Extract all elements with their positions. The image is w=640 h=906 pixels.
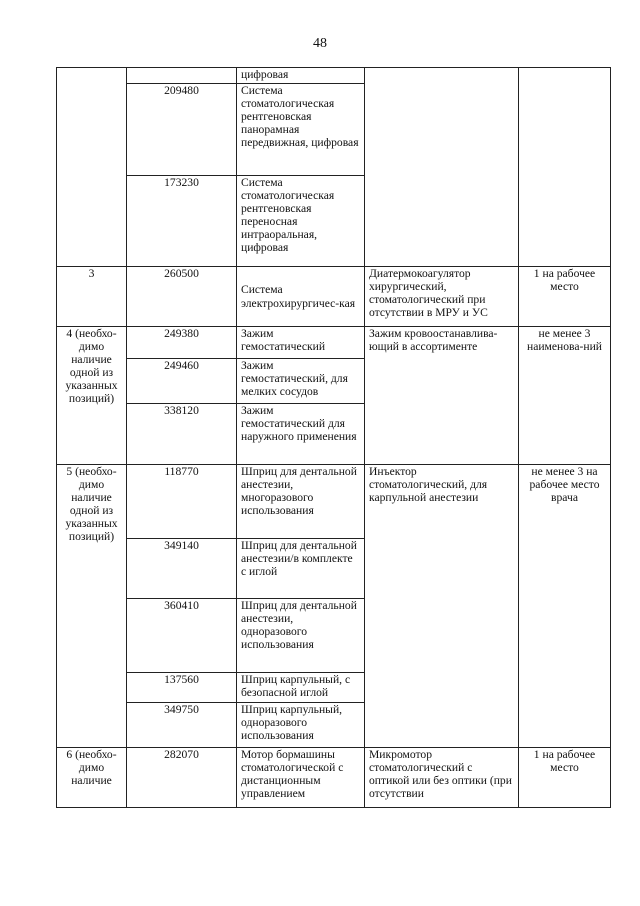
device-name: Зажим гемостатический	[237, 327, 365, 359]
group-number: 6 (необхо-димо наличие	[57, 748, 127, 808]
page-number: 48	[313, 36, 327, 51]
nomenclature-code: 249460	[127, 359, 237, 404]
nomenclature-code: 349140	[127, 539, 237, 599]
nomenclature-code: 282070	[127, 748, 237, 808]
equipment-name: Зажим кровоостанавлива-ющий в ассортименте	[365, 327, 519, 465]
nomenclature-code: 260500	[127, 267, 237, 327]
nomenclature-code: 173230	[127, 176, 237, 267]
device-name: цифровая	[237, 68, 365, 84]
requirement: 1 на рабочее место	[519, 748, 611, 808]
table-row	[57, 68, 611, 84]
group-number: 3	[57, 267, 127, 327]
device-name: Шприц для дентальной анестезии, одноразового использования	[237, 599, 365, 673]
equipment-name: Диатермокоагулятор хирургический, стоматологический при отсутствии в МРУ и УС	[365, 267, 519, 327]
device-name: Шприц для дентальной анестезии/в комплекте с иглой	[237, 539, 365, 599]
nomenclature-code: 349750	[127, 703, 237, 748]
table-row	[57, 748, 611, 808]
requirement: не менее 3 на рабочее место врача	[519, 465, 611, 748]
device-name: Система электрохирургичес-кая	[237, 267, 365, 327]
equipment-name: Инъектор стоматологический, для карпульной анестезии	[365, 465, 519, 748]
device-name: Шприц карпульный, с безопасной иглой	[237, 673, 365, 703]
equipment-table	[56, 67, 611, 808]
group-number: 5 (необхо-димо наличие одной из указанных позиций)	[57, 465, 127, 748]
nomenclature-code: 209480	[127, 84, 237, 176]
equipment-name	[365, 68, 519, 267]
device-name: Зажим гемостатический, для мелких сосудов	[237, 359, 365, 404]
table-row	[57, 267, 611, 327]
nomenclature-code: 118770	[127, 465, 237, 539]
requirement: 1 на рабочее место	[519, 267, 611, 327]
nomenclature-code: 338120	[127, 404, 237, 465]
device-name: Система стоматологическая рентгеновская переносная интраоральная, цифровая	[237, 176, 365, 267]
device-name: Система стоматологическая рентгеновская панорамная передвижная, цифровая	[237, 84, 365, 176]
nomenclature-code: 137560	[127, 673, 237, 703]
device-name: Шприц для дентальной анестезии, многоразового использования	[237, 465, 365, 539]
nomenclature-code: 360410	[127, 599, 237, 673]
equipment-name: Микромотор стоматологический с оптикой или без оптики (при отсутствии	[365, 748, 519, 808]
nomenclature-code	[127, 68, 237, 84]
device-name: Зажим гемостатический для наружного применения	[237, 404, 365, 465]
requirement: не менее 3 наименова-ний	[519, 327, 611, 465]
nomenclature-code: 249380	[127, 327, 237, 359]
requirement	[519, 68, 611, 267]
group-number: 4 (необхо-димо наличие одной из указанных позиций)	[57, 327, 127, 465]
table-row	[57, 327, 611, 359]
device-name: Шприц карпульный, одноразового использования	[237, 703, 365, 748]
device-name: Мотор бормашины стоматологической с дистанционным управлением	[237, 748, 365, 808]
group-number-cell	[57, 68, 127, 267]
table-row	[57, 465, 611, 539]
